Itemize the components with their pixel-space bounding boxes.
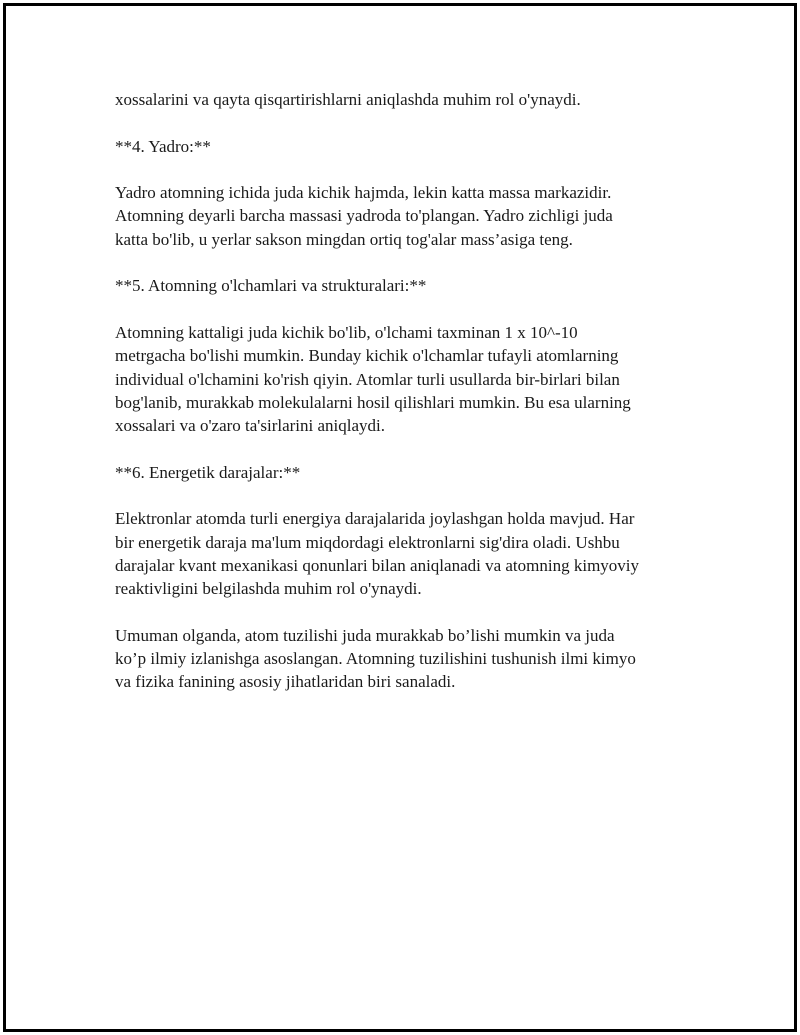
text-line: Elektronlar atomda turli energiya darajalarida joylashgan holda mavjud. Har (115, 509, 635, 529)
text-line: Atomning deyarli barcha massasi yadroda to'plangan. Yadro zichligi juda (115, 206, 613, 226)
text-line: **5. Atomning o'lchamlari va strukturalari:** (115, 276, 427, 296)
text-line: Umuman olganda, atom tuzilishi juda murakkab bo’lishi mumkin va juda (115, 625, 615, 645)
paragraph-conclusion (115, 624, 695, 694)
text-line: darajalar kvant mexanikasi qonunlari bilan aniqlanadi va atomning kimyoviy (115, 555, 640, 575)
text-line: ko’p ilmiy izlanishga asoslangan. Atomning tuzilishini tushunish ilmi kimyo (115, 649, 636, 669)
text-line: Yadro atomning ichida juda kichik hajmda, lekin katta massa markazidir. (115, 183, 612, 203)
text-line: **4. Yadro:** (115, 136, 211, 156)
text-line: reaktivligini belgilashda muhim rol o'ynaydi. (115, 579, 422, 599)
section-heading-olchamlar (115, 274, 695, 297)
text-line: metrgacha bo'lishi mumkin. Bunday kichik o'lchamlar tufayli atomlarning (115, 346, 619, 366)
section-heading-energetik (115, 461, 695, 484)
text-line: xossalari va o'zaro ta'sirlarini aniqlaydi. (115, 416, 386, 436)
paragraph-continuation (115, 88, 695, 111)
text-line: bir energetik daraja ma'lum miqdordagi elektronlarni sig'dira oladi. Ushbu (115, 532, 620, 552)
text-line: bog'lanib, murakkab molekulalarni hosil qilishlari mumkin. Bu esa ularning (115, 392, 631, 412)
text-line: va fizika fanining asosiy jihatlaridan biri sanaladi. (115, 672, 456, 692)
paragraph-olchamlar (115, 321, 695, 437)
text-line: individual o'lchamini ko'rish qiyin. Atomlar turli usullarda bir-birlari bilan (115, 369, 620, 389)
text-line: Atomning kattaligi juda kichik bo'lib, o'lchami taxminan 1 x 10^-10 (115, 322, 578, 342)
section-heading-yadro (115, 135, 695, 158)
text-line: **6. Energetik darajalar:** (115, 462, 301, 482)
paragraph-yadro (115, 181, 695, 251)
document-body (115, 88, 695, 717)
text-line: xossalarini va qayta qisqartirishlarni aniqlashda muhim rol o'ynaydi. (115, 90, 581, 109)
paragraph-energetik (115, 507, 695, 600)
text-line: katta bo'lib, u yerlar sakson mingdan ortiq tog'alar mass’asiga teng. (115, 229, 573, 249)
